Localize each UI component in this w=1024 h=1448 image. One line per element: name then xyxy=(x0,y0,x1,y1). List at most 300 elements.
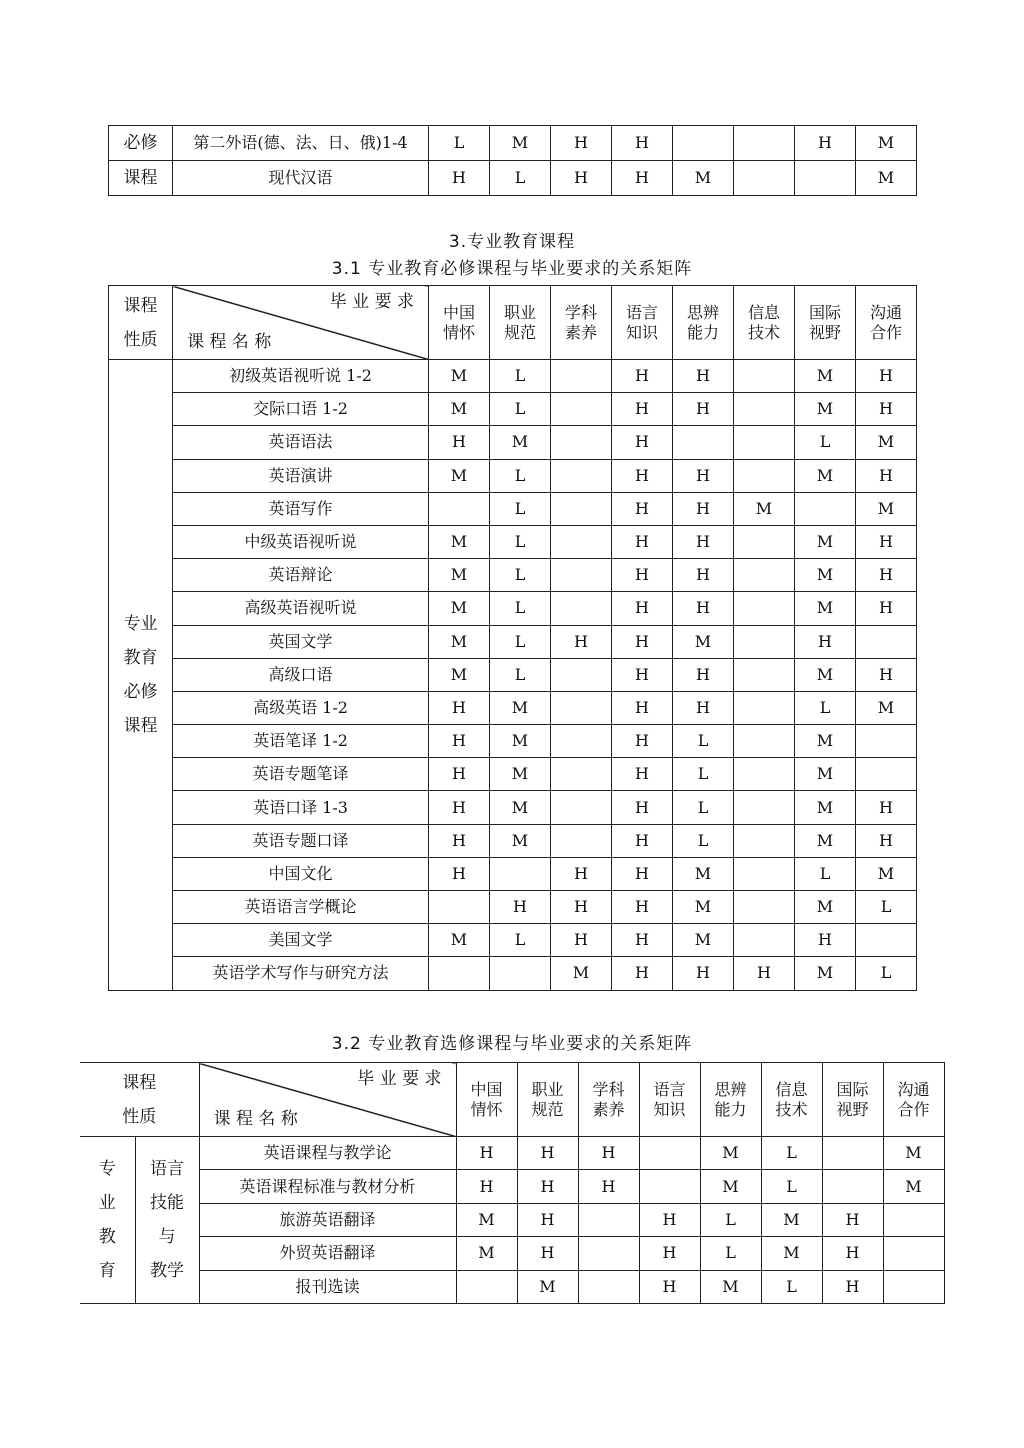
requirement-level-cell: L xyxy=(856,957,917,990)
table-row xyxy=(109,492,917,525)
requirement-level-cell xyxy=(734,758,795,791)
requirement-level-cell xyxy=(578,1237,639,1270)
course-name-cell: 第二外语(德、法、日、俄)1-4 xyxy=(173,126,429,161)
course-nature-header-text: 课程 xyxy=(122,1072,157,1093)
requirement-level-cell xyxy=(551,525,612,558)
requirement-level-cell: M xyxy=(700,1270,761,1303)
course-name-cell: 报刊选读 xyxy=(199,1270,456,1303)
table-row xyxy=(109,791,917,824)
requirement-level-cell: M xyxy=(490,426,551,459)
requirement-level-cell: H xyxy=(456,1137,517,1170)
requirement-level-cell xyxy=(883,1237,944,1270)
course-name-cell: 中国文化 xyxy=(173,857,429,890)
requirement-level-cell xyxy=(551,459,612,492)
course-name-cell: 英语专题笔译 xyxy=(173,758,429,791)
course-nature-cell-text: 专业 xyxy=(123,613,158,634)
course-nature-header xyxy=(80,1063,199,1137)
requirement-level-cell: L xyxy=(490,924,551,957)
requirement-level-cell xyxy=(734,857,795,890)
requirement-level-cell: H xyxy=(612,161,673,196)
requirement-level-cell: H xyxy=(551,924,612,957)
requirement-level-cell: M xyxy=(551,957,612,990)
course-subcategory-cell xyxy=(135,1137,199,1304)
header-row xyxy=(80,1063,944,1137)
section-title: 3.专业教育课程 xyxy=(448,232,576,252)
requirement-level-cell xyxy=(734,559,795,592)
table-row xyxy=(109,924,917,957)
elective-courses-matrix xyxy=(80,1062,945,1304)
requirement-level-cell: M xyxy=(795,360,856,393)
table-row xyxy=(109,126,917,161)
requirement-level-cell: M xyxy=(795,525,856,558)
course-name-cell: 英语课程与教学论 xyxy=(199,1137,456,1170)
requirement-level-cell: M xyxy=(795,658,856,691)
course-nature-header-text: 性质 xyxy=(123,329,158,350)
requirement-level-cell xyxy=(734,161,795,196)
requirement-level-cell: H xyxy=(517,1170,578,1203)
table-row xyxy=(109,426,917,459)
requirement-level-cell: M xyxy=(673,857,734,890)
requirement-level-cell: M xyxy=(795,459,856,492)
requirement-level-cell: H xyxy=(612,824,673,857)
requirement-level-cell: H xyxy=(612,957,673,990)
requirement-level-cell xyxy=(734,393,795,426)
requirement-level-cell: M xyxy=(429,592,490,625)
course-name-cell: 英语语言学概论 xyxy=(173,891,429,924)
requirement-level-cell xyxy=(551,691,612,724)
required-courses-matrix xyxy=(108,285,917,991)
requirement-level-cell: M xyxy=(761,1203,822,1236)
requirement-level-cell: H xyxy=(612,592,673,625)
requirement-level-cell: M xyxy=(490,758,551,791)
requirement-level-cell: H xyxy=(612,924,673,957)
course-name-cell: 英国文学 xyxy=(173,625,429,658)
requirement-level-cell: M xyxy=(490,824,551,857)
requirement-level-cell: M xyxy=(700,1170,761,1203)
requirement-level-cell: H xyxy=(612,691,673,724)
requirement-level-cell xyxy=(856,758,917,791)
requirement-level-cell xyxy=(673,126,734,161)
requirement-level-cell: H xyxy=(734,957,795,990)
course-name-cell: 英语课程标准与教材分析 xyxy=(199,1170,456,1203)
requirement-level-cell xyxy=(551,393,612,426)
course-subcategory-cell-text: 与 xyxy=(158,1226,176,1247)
requirement-level-cell: L xyxy=(761,1170,822,1203)
requirement-level-cell xyxy=(734,525,795,558)
diagonal-header-cell xyxy=(199,1063,456,1137)
column-header: 中国 情怀 xyxy=(429,286,490,360)
requirement-level-cell: L xyxy=(490,459,551,492)
requirement-level-cell: M xyxy=(490,725,551,758)
requirement-level-cell: H xyxy=(551,891,612,924)
table-row xyxy=(109,758,917,791)
requirement-level-cell: H xyxy=(551,161,612,196)
requirement-level-cell xyxy=(734,625,795,658)
course-subcategory-cell-text: 语言 xyxy=(150,1158,184,1179)
requirement-level-cell: H xyxy=(551,625,612,658)
requirement-level-cell: M xyxy=(856,857,917,890)
requirement-level-cell: M xyxy=(856,126,917,161)
course-name-cell: 英语语法 xyxy=(173,426,429,459)
requirement-level-cell: L xyxy=(795,857,856,890)
requirement-level-cell: M xyxy=(429,525,490,558)
table-row xyxy=(109,393,917,426)
requirement-level-cell: H xyxy=(612,393,673,426)
requirement-level-cell: H xyxy=(551,857,612,890)
requirement-level-cell: H xyxy=(673,592,734,625)
requirement-level-cell: M xyxy=(734,492,795,525)
table2-title: 3.2 专业教育选修课程与毕业要求的关系矩阵 xyxy=(331,1034,693,1054)
requirement-level-cell xyxy=(734,459,795,492)
course-nature-cell-text: 课程 xyxy=(123,715,158,736)
requirement-level-cell xyxy=(734,592,795,625)
requirement-level-cell: M xyxy=(429,459,490,492)
requirement-level-cell xyxy=(856,924,917,957)
requirement-level-cell: M xyxy=(795,393,856,426)
requirement-level-cell: H xyxy=(612,525,673,558)
column-header: 职业 规范 xyxy=(517,1063,578,1137)
requirement-header-label: 毕 业 要 求 xyxy=(329,292,414,312)
requirement-level-cell xyxy=(639,1137,700,1170)
requirement-level-cell: M xyxy=(429,559,490,592)
requirement-level-cell: L xyxy=(795,691,856,724)
requirement-level-cell: H xyxy=(856,393,917,426)
requirement-level-cell xyxy=(822,1170,883,1203)
course-nature-cell-text: 育 xyxy=(98,1260,116,1281)
requirement-level-cell: M xyxy=(795,559,856,592)
requirement-level-cell: H xyxy=(856,592,917,625)
requirement-level-cell: H xyxy=(856,791,917,824)
requirement-level-cell xyxy=(673,426,734,459)
column-header: 信息 技术 xyxy=(761,1063,822,1137)
requirement-level-cell: L xyxy=(490,492,551,525)
requirement-level-cell: L xyxy=(795,426,856,459)
requirement-level-cell: L xyxy=(673,791,734,824)
course-nature-cell-text: 必修 xyxy=(123,681,158,702)
requirement-level-cell: H xyxy=(673,658,734,691)
requirement-level-cell xyxy=(578,1203,639,1236)
requirement-level-cell: H xyxy=(795,126,856,161)
requirement-level-cell: L xyxy=(490,658,551,691)
requirement-level-cell: H xyxy=(639,1270,700,1303)
requirement-level-cell xyxy=(551,824,612,857)
requirement-level-cell: H xyxy=(612,725,673,758)
requirement-level-cell: H xyxy=(673,492,734,525)
table-row xyxy=(109,525,917,558)
requirement-level-cell: M xyxy=(795,957,856,990)
requirement-level-cell xyxy=(734,691,795,724)
course-nature-cell: 必修 xyxy=(109,126,173,161)
requirement-level-cell: H xyxy=(517,1203,578,1236)
table-row xyxy=(109,459,917,492)
course-nature-cell xyxy=(80,1137,135,1304)
requirement-level-cell: L xyxy=(700,1237,761,1270)
requirement-level-cell xyxy=(551,559,612,592)
requirement-level-cell: H xyxy=(612,625,673,658)
course-name-cell: 现代汉语 xyxy=(173,161,429,196)
requirement-level-cell xyxy=(795,161,856,196)
requirement-level-cell xyxy=(551,592,612,625)
course-name-cell: 中级英语视听说 xyxy=(173,525,429,558)
requirement-level-cell: M xyxy=(490,791,551,824)
table-row xyxy=(109,658,917,691)
requirement-level-cell: H xyxy=(429,691,490,724)
requirement-level-cell: H xyxy=(612,857,673,890)
requirement-level-cell: H xyxy=(856,360,917,393)
course-name-cell: 英语口译 1-3 xyxy=(173,791,429,824)
course-name-cell: 高级口语 xyxy=(173,658,429,691)
course-nature-header xyxy=(109,286,173,360)
course-subcategory-cell-text: 教学 xyxy=(150,1260,184,1281)
top-continuation-table xyxy=(108,125,917,196)
requirement-level-cell: H xyxy=(612,492,673,525)
requirement-level-cell: L xyxy=(700,1203,761,1236)
requirement-level-cell: M xyxy=(883,1170,944,1203)
requirement-level-cell xyxy=(456,1270,517,1303)
column-header: 国际 视野 xyxy=(822,1063,883,1137)
requirement-level-cell xyxy=(429,492,490,525)
course-nature-cell-text: 教 xyxy=(98,1226,116,1247)
table-row xyxy=(109,592,917,625)
requirement-level-cell: H xyxy=(456,1170,517,1203)
table-row xyxy=(80,1170,944,1203)
column-header: 职业 规范 xyxy=(490,286,551,360)
column-header: 国际 视野 xyxy=(795,286,856,360)
requirement-level-cell: M xyxy=(490,126,551,161)
requirement-level-cell: H xyxy=(429,758,490,791)
column-header: 思辨 能力 xyxy=(700,1063,761,1137)
requirement-level-cell xyxy=(734,658,795,691)
requirement-level-cell: H xyxy=(673,525,734,558)
column-header: 信息 技术 xyxy=(734,286,795,360)
requirement-level-cell: H xyxy=(517,1237,578,1270)
requirement-level-cell: M xyxy=(795,824,856,857)
column-header: 语言 知识 xyxy=(639,1063,700,1137)
requirement-level-cell: H xyxy=(673,360,734,393)
requirement-level-cell xyxy=(490,957,551,990)
column-header: 语言 知识 xyxy=(612,286,673,360)
course-name-cell: 英语演讲 xyxy=(173,459,429,492)
requirement-level-cell: H xyxy=(612,891,673,924)
requirement-level-cell: H xyxy=(429,857,490,890)
requirement-level-cell: H xyxy=(429,791,490,824)
table-row xyxy=(109,857,917,890)
requirement-level-cell: H xyxy=(578,1170,639,1203)
requirement-level-cell xyxy=(734,891,795,924)
requirement-level-cell: M xyxy=(700,1137,761,1170)
requirement-level-cell: H xyxy=(795,924,856,957)
table1-title: 3.1 专业教育必修课程与毕业要求的关系矩阵 xyxy=(331,259,693,279)
requirement-level-cell xyxy=(883,1270,944,1303)
course-nature-cell-text: 教育 xyxy=(123,647,158,668)
requirement-level-cell xyxy=(551,725,612,758)
requirement-level-cell: H xyxy=(673,393,734,426)
requirement-level-cell: H xyxy=(673,691,734,724)
course-name-header-label: 课 程 名 称 xyxy=(187,331,272,352)
requirement-level-cell: M xyxy=(673,891,734,924)
requirement-level-cell: L xyxy=(490,592,551,625)
requirement-level-cell: H xyxy=(612,360,673,393)
column-header: 学科 素养 xyxy=(578,1063,639,1137)
course-name-cell: 英语学术写作与研究方法 xyxy=(173,957,429,990)
course-name-header-label: 课 程 名 称 xyxy=(213,1108,298,1129)
diagonal-header-cell xyxy=(173,286,429,360)
course-subcategory-cell-text: 技能 xyxy=(150,1192,184,1213)
course-nature-cell-text: 业 xyxy=(98,1192,116,1213)
requirement-level-cell: M xyxy=(795,791,856,824)
requirement-level-cell xyxy=(639,1170,700,1203)
requirement-level-cell: H xyxy=(795,625,856,658)
requirement-level-cell: M xyxy=(856,691,917,724)
column-header: 学科 素养 xyxy=(551,286,612,360)
requirement-level-cell: L xyxy=(673,758,734,791)
requirement-level-cell xyxy=(551,426,612,459)
requirement-level-cell: L xyxy=(429,126,490,161)
requirement-level-cell: M xyxy=(761,1237,822,1270)
requirement-level-cell: M xyxy=(795,725,856,758)
requirement-level-cell xyxy=(734,360,795,393)
requirement-level-cell xyxy=(551,658,612,691)
requirement-level-cell: H xyxy=(856,525,917,558)
requirement-level-cell: L xyxy=(490,625,551,658)
requirement-level-cell xyxy=(734,725,795,758)
requirement-level-cell: L xyxy=(490,360,551,393)
requirement-level-cell xyxy=(795,492,856,525)
requirement-level-cell: H xyxy=(490,891,551,924)
requirement-level-cell xyxy=(551,791,612,824)
course-name-cell: 初级英语视听说 1-2 xyxy=(173,360,429,393)
requirement-level-cell: H xyxy=(856,459,917,492)
course-nature-cell-text: 专 xyxy=(98,1158,116,1179)
requirement-level-cell: H xyxy=(612,791,673,824)
requirement-level-cell: L xyxy=(673,824,734,857)
column-header: 思辨 能力 xyxy=(673,286,734,360)
column-header: 中国 情怀 xyxy=(456,1063,517,1137)
requirement-level-cell: L xyxy=(490,525,551,558)
course-name-cell: 高级英语视听说 xyxy=(173,592,429,625)
requirement-level-cell: H xyxy=(612,658,673,691)
course-nature-cell: 课程 xyxy=(109,161,173,196)
requirement-level-cell: M xyxy=(673,924,734,957)
course-name-cell: 英语辩论 xyxy=(173,559,429,592)
table-row xyxy=(80,1203,944,1236)
requirement-level-cell: M xyxy=(490,691,551,724)
requirement-level-cell: M xyxy=(429,924,490,957)
requirement-level-cell: H xyxy=(856,658,917,691)
requirement-level-cell: H xyxy=(612,459,673,492)
course-nature-header-text: 性质 xyxy=(122,1106,157,1127)
table-row xyxy=(109,824,917,857)
requirement-level-cell: M xyxy=(429,360,490,393)
column-header: 沟通 合作 xyxy=(883,1063,944,1137)
requirement-level-cell: H xyxy=(429,161,490,196)
requirement-level-cell: H xyxy=(856,824,917,857)
requirement-level-cell: H xyxy=(578,1137,639,1170)
course-name-cell: 外贸英语翻译 xyxy=(199,1237,456,1270)
requirement-level-cell: H xyxy=(612,426,673,459)
course-name-cell: 英语专题口译 xyxy=(173,824,429,857)
requirement-level-cell xyxy=(578,1270,639,1303)
requirement-level-cell xyxy=(490,857,551,890)
requirement-header-label: 毕 业 要 求 xyxy=(357,1069,442,1089)
requirement-level-cell: M xyxy=(673,625,734,658)
requirement-level-cell: L xyxy=(761,1270,822,1303)
requirement-level-cell xyxy=(734,126,795,161)
requirement-level-cell: M xyxy=(795,592,856,625)
requirement-level-cell: H xyxy=(517,1137,578,1170)
requirement-level-cell xyxy=(429,957,490,990)
requirement-level-cell: H xyxy=(429,725,490,758)
table-row xyxy=(109,625,917,658)
requirement-level-cell: M xyxy=(795,758,856,791)
requirement-level-cell: M xyxy=(673,161,734,196)
requirement-level-cell: M xyxy=(429,393,490,426)
requirement-level-cell: L xyxy=(856,891,917,924)
requirement-level-cell: M xyxy=(429,658,490,691)
requirement-level-cell: M xyxy=(456,1237,517,1270)
requirement-level-cell xyxy=(551,492,612,525)
requirement-level-cell: H xyxy=(673,957,734,990)
requirement-level-cell: M xyxy=(517,1270,578,1303)
requirement-level-cell: H xyxy=(673,559,734,592)
requirement-level-cell: H xyxy=(856,559,917,592)
requirement-level-cell: H xyxy=(822,1237,883,1270)
table-row xyxy=(109,360,917,393)
requirement-level-cell xyxy=(734,824,795,857)
requirement-level-cell: M xyxy=(883,1137,944,1170)
table-row xyxy=(109,161,917,196)
requirement-level-cell: L xyxy=(490,161,551,196)
requirement-level-cell: H xyxy=(429,426,490,459)
course-nature-header-text: 课程 xyxy=(123,295,158,316)
requirement-level-cell: H xyxy=(639,1237,700,1270)
course-name-cell: 交际口语 1-2 xyxy=(173,393,429,426)
requirement-level-cell: H xyxy=(639,1203,700,1236)
course-nature-cell xyxy=(109,360,173,991)
requirement-level-cell: H xyxy=(551,126,612,161)
column-header: 沟通 合作 xyxy=(856,286,917,360)
requirement-level-cell xyxy=(734,791,795,824)
requirement-level-cell xyxy=(856,625,917,658)
requirement-level-cell: H xyxy=(612,126,673,161)
requirement-level-cell xyxy=(883,1203,944,1236)
course-name-cell: 高级英语 1-2 xyxy=(173,691,429,724)
requirement-level-cell: M xyxy=(456,1203,517,1236)
requirement-level-cell: M xyxy=(856,426,917,459)
course-name-cell: 英语写作 xyxy=(173,492,429,525)
requirement-level-cell: L xyxy=(673,725,734,758)
header-row xyxy=(109,286,917,360)
requirement-level-cell xyxy=(822,1137,883,1170)
requirement-level-cell xyxy=(856,725,917,758)
table-row xyxy=(109,691,917,724)
requirement-level-cell: M xyxy=(856,161,917,196)
table-row xyxy=(80,1270,944,1303)
requirement-level-cell: H xyxy=(612,758,673,791)
requirement-level-cell xyxy=(429,891,490,924)
requirement-level-cell: M xyxy=(429,625,490,658)
table-row xyxy=(80,1237,944,1270)
requirement-level-cell: L xyxy=(761,1137,822,1170)
requirement-level-cell: M xyxy=(795,891,856,924)
requirement-level-cell: H xyxy=(429,824,490,857)
requirement-level-cell: L xyxy=(490,393,551,426)
table-row xyxy=(109,891,917,924)
requirement-level-cell xyxy=(551,360,612,393)
table-row xyxy=(109,725,917,758)
course-name-cell: 英语笔译 1-2 xyxy=(173,725,429,758)
requirement-level-cell xyxy=(734,426,795,459)
